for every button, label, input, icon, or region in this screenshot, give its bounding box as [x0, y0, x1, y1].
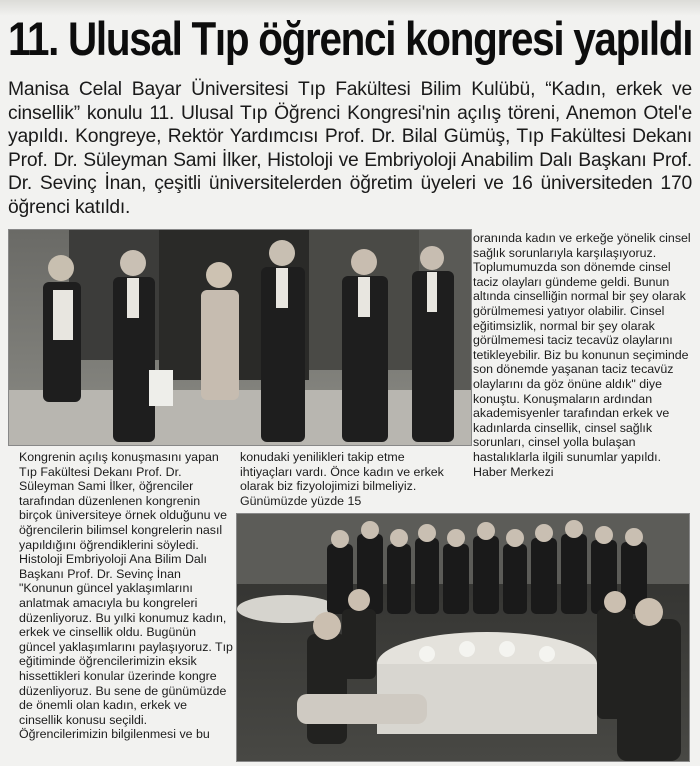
lead-paragraph: Manisa Celal Bayar Üniversitesi Tıp Fakültesi Bilim Kulübü, “Kadın, erkek ve cinsellik” konulu 11. Ulusal Tıp Öğrenci Kongresi'nin açılış töreni, Anemon Otel'e yapıldı. Kongreye, Rektör Yardımcısı Prof. Dr. Bilal Gümüş, Tıp Fakültesi Dekanı Prof. Dr. Süleyman Sami İlker, Histoloji ve Embriyoloji Anabilim Dalı Başkanı Prof. Dr. Sevinç İnan, çeşitli üniversitelerden öğretim üyeleri ve 16 üniversiteden 170 öğrenci katıldı. — [8, 79, 692, 218]
article-column-1: Kongrenin açılış konuşmasını yapan Tıp Fakültesi Dekanı Prof. Dr. Süleyman Sami İlker, öğrenciler tarafından düzenlenen kongrenin birçok üniversiteye örnek olduğunu ve öğrencilerin bilimsel kongrelerin nasıl yapıldığını öğrendiklerini söyledi. Histoloji Embriyoloji Ana Bilim Dalı Başkanı Prof. Dr. Sevinç İnan "Konunun güncel yaklaşımlarını anlatmak amacıyla bu kongreleri düzenliyoruz. Bu yılki konumuz kadın, erkek ve cinsellik oldu. Bugünün güncel yaklaşımlarını paylaşıyoruz. Tıp eğitiminde öğrencilerimizin eksik hissettikleri konular üzerinde kongre düzenliyoruz. Bu sene de günümüzde de önemli olan kadın, erkek ve cinsellik konusu seçildi. Öğrencilerimizin bilgilenmesi ve bu — [19, 450, 233, 742]
group-photo — [8, 229, 472, 446]
headline: 11. Ulusal Tıp öğrenci kongresi yapıldı — [8, 12, 693, 65]
article-column-3: oranında kadın ve erkeğe yönelik cinsel sağlık sorunlarıyla karşılaşıyoruz. Toplumumuzda son dönemde cinsel taciz olayları gündeme geldi. Bunun altında cinselliğin normal bir şey olarak görülmemesi yatıyor olabilir. Cinsel eğitimsizlik, normal bir şey olarak görülmemesi taciz tecavüz olaylarını tetikleyebilir. Biz bu konunun seçiminde son dönemde yaşanan taciz tecavüz olaylarını da göz önüne aldık" diye konuştu. Konuşmaların ardından akademisyenler tarafından erkek ve kadınlarda cinsellik, cinsel sağlık sorunları, cinsel yolla bulaşan hastalıklarla ilgili sunumlar yapıldı. Haber Merkezi — [473, 231, 691, 479]
article-column-2: konudaki yenilikleri takip etme ihtiyaçları vardı. Önce kadın ve erkek olarak biz fizyolojimizi bilmeliyiz. Günümüzde yüzde 15 — [240, 450, 444, 508]
banquet-photo-icon — [237, 514, 689, 761]
group-photo-officials-icon — [9, 230, 471, 445]
banquet-photo — [236, 513, 690, 762]
